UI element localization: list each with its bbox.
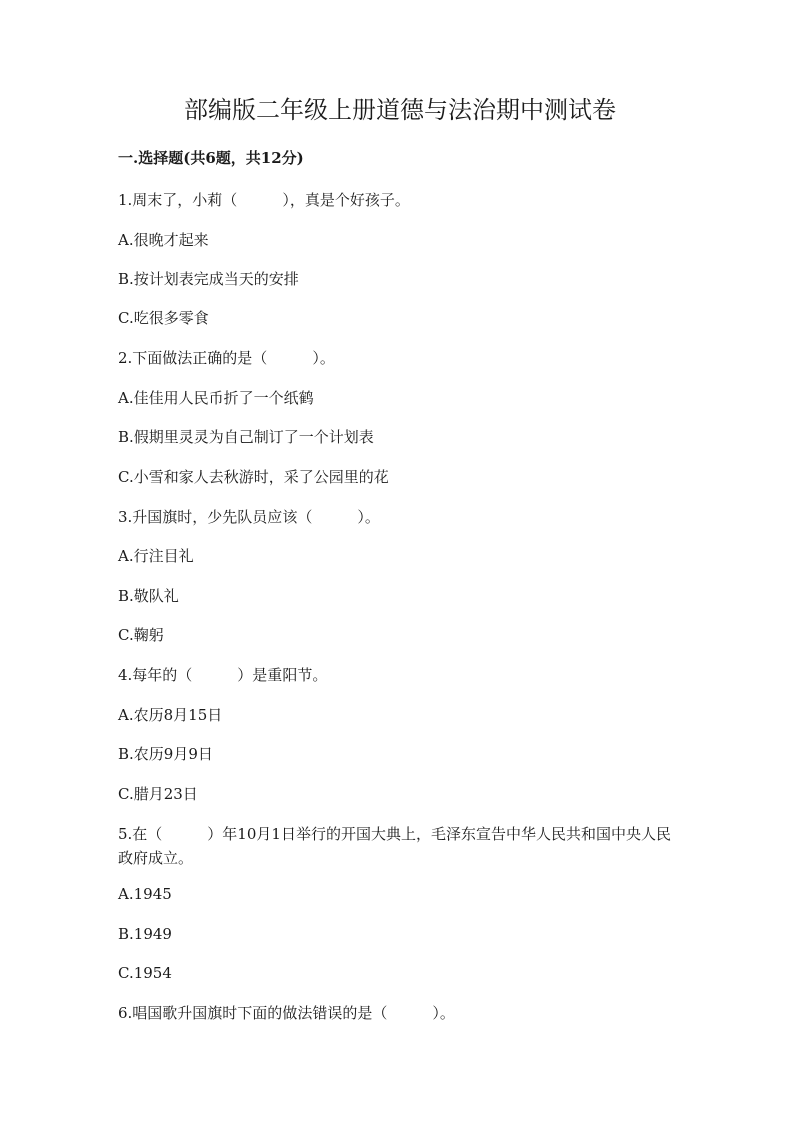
question-3-option-b: B.敬队礼 (118, 587, 179, 605)
section-heading: 一.选择题(共6题，共12分) (118, 149, 304, 167)
question-5-option-b: B.1949 (118, 925, 172, 943)
question-4-option-b: B.农历9月9日 (118, 745, 213, 763)
question-4-stem: 4.每年的（ ）是重阳节。 (118, 666, 328, 684)
question-3-stem: 3.升国旗时，少先队员应该（ ）。 (118, 508, 380, 526)
question-4-option-a: A.农历8月15日 (118, 706, 223, 724)
question-4-option-c: C.腊月23日 (118, 785, 198, 803)
question-1-option-a: A.很晚才起来 (118, 231, 209, 249)
question-5-option-c: C.1954 (118, 964, 172, 982)
question-2-option-c: C.小雪和家人去秋游时，采了公园里的花 (118, 468, 389, 486)
question-5-option-a: A.1945 (118, 885, 172, 903)
page-title: 部编版二年级上册道德与法治期中测试卷 (184, 96, 616, 124)
question-1-option-b: B.按计划表完成当天的安排 (118, 270, 299, 288)
question-2-stem: 2.下面做法正确的是（ ）。 (118, 349, 335, 367)
question-2-option-b: B.假期里灵灵为自己制订了一个计划表 (118, 428, 374, 446)
question-1-option-c: C.吃很多零食 (118, 309, 209, 327)
question-5-stem: 5.在（ ）年10月1日举行的开国大典上，毛泽东宣告中华人民共和国中央人民政府成立。 (118, 825, 671, 867)
question-3-option-a: A.行注目礼 (118, 547, 194, 565)
question-3-option-c: C.鞠躬 (118, 626, 164, 644)
question-2-option-a: A.佳佳用人民币折了一个纸鹤 (118, 389, 314, 407)
question-1-stem: 1.周末了，小莉（ ），真是个好孩子。 (118, 191, 410, 209)
question-6-stem: 6.唱国歌升国旗时下面的做法错误的是（ ）。 (118, 1004, 455, 1022)
